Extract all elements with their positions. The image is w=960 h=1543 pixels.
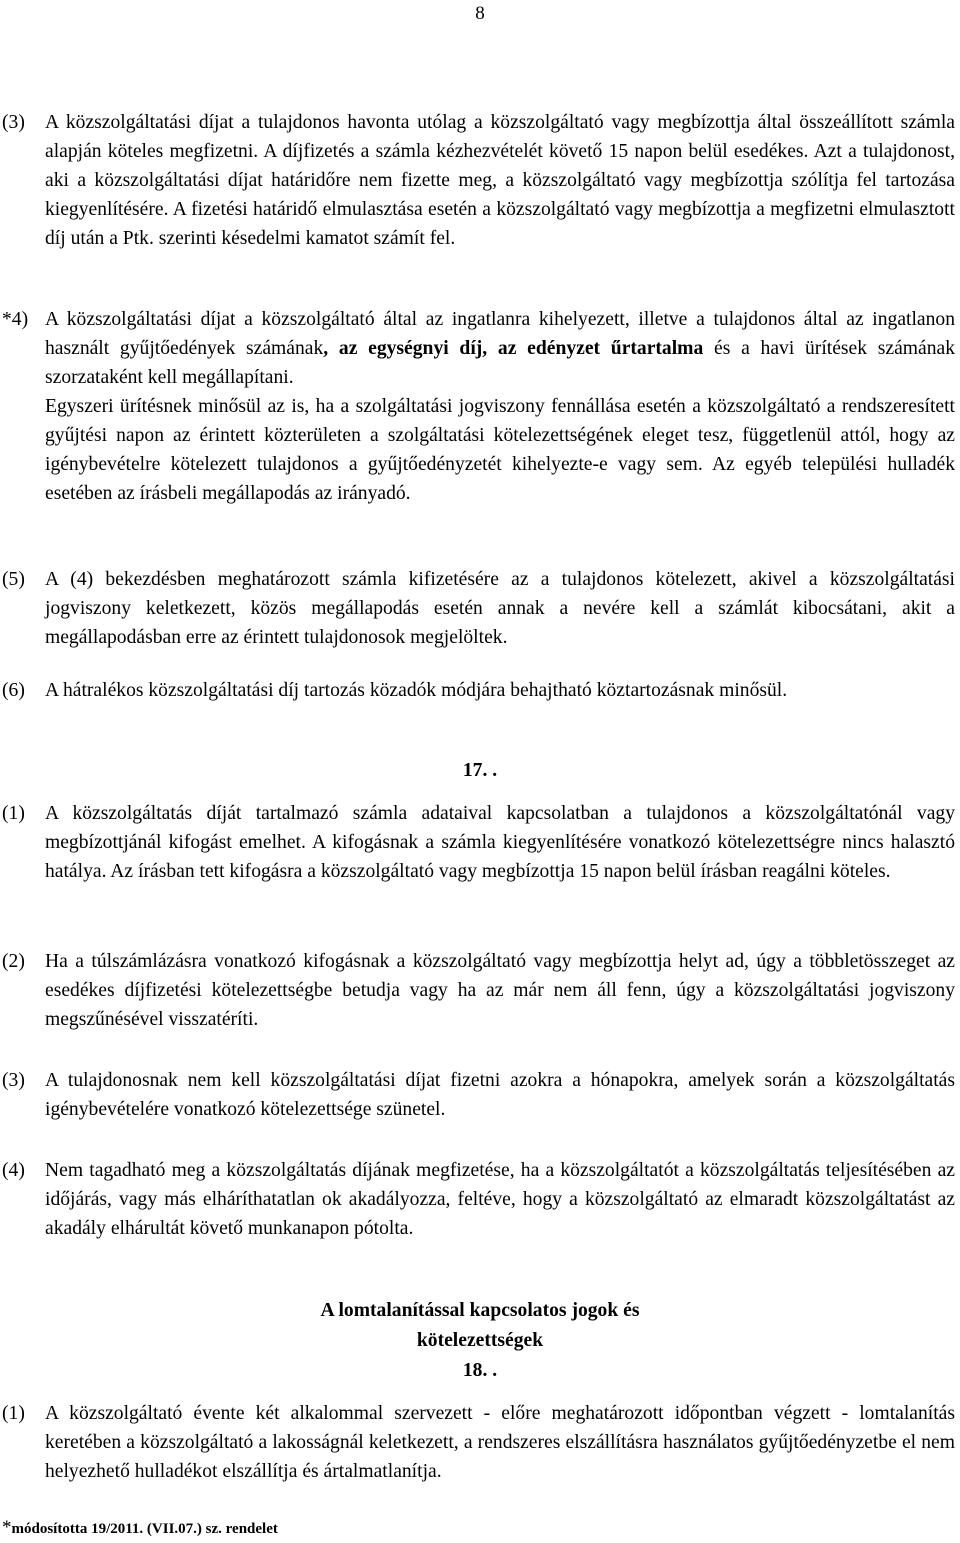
paragraph-text-part: A közszolgáltatási díjat a közszolgáltató által az ingatlanra kihelyezett, illetve a tulajdonos által az ingatlanon használt gyűjtőedények számának: [45, 309, 955, 359]
paragraph-text: A közszolgáltatás díját tartalmazó számla adataival kapcsolatban a tulajdonos a közszolgáltatónál vagy megbízottjánál kifogást emelhet. A kifogásnak a számla kiegyenlítésére vonatkozó kötelezettségre nincs halasztó hatálya. Az írásban tett kifogásra a közszolgáltató vagy megbízottja 15 napon belül írásban reagálni köteles.: [45, 803, 955, 882]
footnote-text: módosította 19/2011. (VII.07.) sz. rendelet: [11, 1521, 278, 1537]
paragraph-17-2: [2, 947, 955, 1034]
paragraph-17-3: [2, 1066, 955, 1124]
paragraph-number: (1): [2, 1403, 25, 1424]
footnote-mark: *: [2, 1517, 12, 1538]
paragraph-text: [45, 305, 955, 392]
paragraph-number: (5): [2, 569, 25, 590]
paragraph-17-1: [2, 799, 955, 886]
paragraph-text-continued: Egyszeri ürítésnek minősül az is, ha a szolgáltatási jogviszony fennállása esetén a közszolgáltató a rendszeresített gyűjtési napon az érintett közterületen a szolgáltatási kötelezettségének eleget tesz, függetlenül attól, hogy az igénybevételre kötelezett tulajdonos a gyűjtőedényzetét kihelyezte-e vagy sem. Az egyéb települési hulladék esetében az írásbeli megállapodás az irányadó.: [45, 396, 955, 504]
paragraph-number: (3): [2, 112, 25, 133]
paragraph-text: Ha a túlszámlázásra vonatkozó kifogásnak a közszolgáltató vagy megbízottja helyt ad, úgy a többletösszeget az esedékes díjfizetési kötelezettségbe betudja vagy ha az már nem áll fenn, úgy a közszolgáltatási jogviszony megszűnésével visszatéríti.: [45, 951, 955, 1030]
paragraph-16-3: [2, 108, 955, 253]
paragraph-text-part: és a havi ürítések számának szorzataként kell megállapítani.: [45, 338, 956, 388]
footnote: [2, 1518, 278, 1539]
paragraph-number: (3): [2, 1070, 25, 1091]
paragraph-17-4: [2, 1156, 955, 1243]
paragraph-number: (2): [2, 951, 25, 972]
paragraph-text: A közszolgáltatási díjat a tulajdonos havonta utólag a közszolgáltató vagy megbízottja által összeállított számla alapján köteles megfizetni. A díjfizetés a számla kézhezvételét követő 15 napon belül esedékes. Azt a tulajdonost, aki a közszolgáltatási díjat határidőre nem fizette meg, a közszolgáltató vagy megbízottja szólítja fel tartozása kiegyenlítésére. A fizetési határidő elmulasztása esetén a közszolgáltató vagy megbízottja a megfizetni elmulasztott díj után a Ptk. szerinti késedelmi kamatot számít fel.: [45, 112, 955, 249]
paragraph-18-1: [2, 1399, 955, 1486]
paragraph-text: Nem tagadható meg a közszolgáltatás díjának megfizetése, ha a közszolgáltatót a közszolgáltatás teljesítésében az időjárás, vagy más elháríthatatlan ok akadályozza, feltéve, hogy a közszolgáltató az elmaradt közszolgáltatást az akadály elhárultát követő munkanapon pótolta.: [45, 1160, 955, 1239]
paragraph-number: (1): [2, 803, 25, 824]
paragraph-number: *4): [2, 309, 29, 330]
page-number: 8: [475, 3, 485, 24]
paragraph-number: (6): [2, 680, 25, 701]
section-title-line-2: kötelezettségek: [416, 1330, 544, 1351]
section-title-line-1: A lomtalanítással kapcsolatos jogok és: [320, 1300, 640, 1321]
paragraph-text: A hátralékos közszolgáltatási díj tartozás közadók módjára behajtható köztartozásnak minősül.: [45, 680, 788, 701]
paragraph-16-6: [2, 676, 955, 705]
paragraph-number: (4): [2, 1160, 25, 1181]
paragraph-text: A (4) bekezdésben meghatározott számla kifizetésére az a tulajdonos kötelezett, akivel a közszolgáltatási jogviszony keletkezett, közös megállapodás esetén annak a nevére kell a számlát kibocsátani, akit a megállapodásban erre az érintett tulajdonosok megjelöltek.: [45, 569, 955, 648]
paragraph-16-4: [2, 305, 955, 508]
paragraph-bold-text: , az egységnyi díj, az edényzet űrtartalma: [323, 338, 704, 359]
section-heading-17: 17. .: [462, 760, 498, 781]
paragraph-16-5: [2, 565, 955, 652]
paragraph-text: A közszolgáltató évente két alkalommal szervezett - előre meghatározott időpontban végzett - lomtalanítás keretében a közszolgáltató a lakosságnál keletkezett, a rendszeres elszállításra használatos gyűjtőedényzetbe el nem helyezhető hulladékot elszállítja és ártalmatlanítja.: [45, 1403, 955, 1482]
paragraph-text: A tulajdonosnak nem kell közszolgáltatási díjat fizetni azokra a hónapokra, amelyek során a közszolgáltatás igénybevételére vonatkozó kötelezettsége szünetel.: [45, 1070, 955, 1120]
section-heading-18: 18. .: [462, 1360, 498, 1381]
